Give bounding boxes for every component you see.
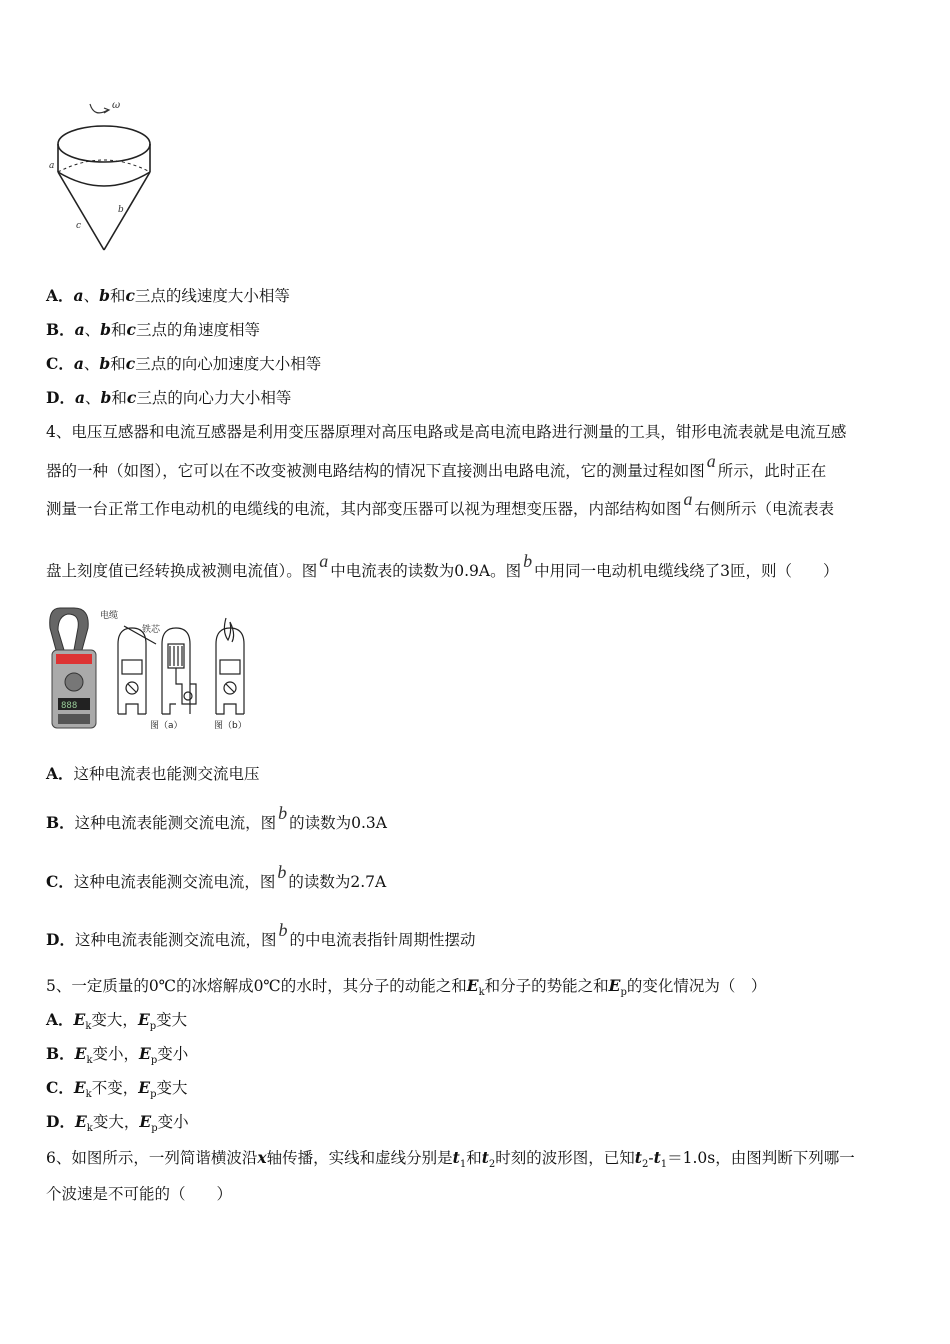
q5-option-a[interactable]: A．$E_k$变大，$E_p$变大 [46,1010,188,1033]
q4-option-b[interactable]: B．这种电流表能测交流电流，图 b 的读数为0.3A [46,803,387,832]
label-core: 铁芯 [142,625,161,635]
q4-stem-line1: 4、电压互感器和电流互感器是利用变压器原理对高压电路或是高电流电路进行测量的工具，钳形电流表就是电流互感 [46,423,847,441]
q3-option-a[interactable]: A．a、b和c三点的线速度大小相等 [46,286,290,305]
q4-stem-line4: 盘上刻度值已经转换成被测电流值）。图 a 中电流表的读数为0.9A。图 b 中用同一电动机电缆线绕了3匝，则（ ） [46,551,839,580]
caption-fig-b: 图（b） [214,721,247,731]
q5-option-d[interactable]: D．$E_k$变大，$E_p$变小 [46,1112,189,1135]
label-c: c [76,221,82,231]
q3-option-d[interactable]: D．a、b和c三点的向心力大小相等 [46,388,292,407]
meter-display: 888 [61,701,78,711]
q4-option-c[interactable]: C．这种电流表能测交流电流，图 b 的读数为2.7A [46,862,387,891]
label-b: b [118,205,124,215]
caption-fig-a: 图（a） [150,721,183,731]
q5-option-b[interactable]: B．$E_k$变小，$E_p$变小 [46,1044,189,1067]
q3-option-c[interactable]: C．a、b和c三点的向心加速度大小相等 [46,354,322,373]
label-a: a [49,161,55,171]
clamp-meter-figure [46,604,258,732]
q3-option-b[interactable]: B．a、b和c三点的角速度相等 [46,320,260,339]
q4-option-a[interactable]: A．这种电流表也能测交流电压 [46,764,260,783]
omega-label: ω [112,100,121,111]
q4-stem-line2: 器的一种（如图），它可以在不改变被测电路结构的情况下直接测出电路电流，它的测量过程如图 a 所示，此时正在 [46,451,827,480]
q6-stem-line2: 个波速是不可能的（ ） [46,1185,233,1203]
clamp-meter-photo [50,608,96,728]
q4-stem-line3: 测量一台正常工作电动机的电缆线的电流，其内部变压器可以视为理想变压器，内部结构如图 a 右侧所示（电流表表 [46,489,835,518]
q4-option-d[interactable]: D．这种电流表能测交流电流，图 b 的中电流表指针周期性摆动 [46,920,476,949]
q6-stem-line1: 6、如图所示，一列简谐横波沿x轴传播，实线和虚线分别是$t_1$和$t_2$时刻的波形图，已知$t_2-t_1=1.0s$，由图判断下列哪一 [46,1148,855,1171]
label-cable: 电缆 [100,611,119,621]
q5-stem: 5、一定质量的0℃的冰熔解成0℃的水时，其分子的动能之和$E_k$和分子的势能之和$E_p$的变化情况为（ ） [46,976,767,999]
q5-option-c[interactable]: C．$E_k$不变，$E_p$变大 [46,1078,188,1101]
cone-figure [46,96,158,258]
